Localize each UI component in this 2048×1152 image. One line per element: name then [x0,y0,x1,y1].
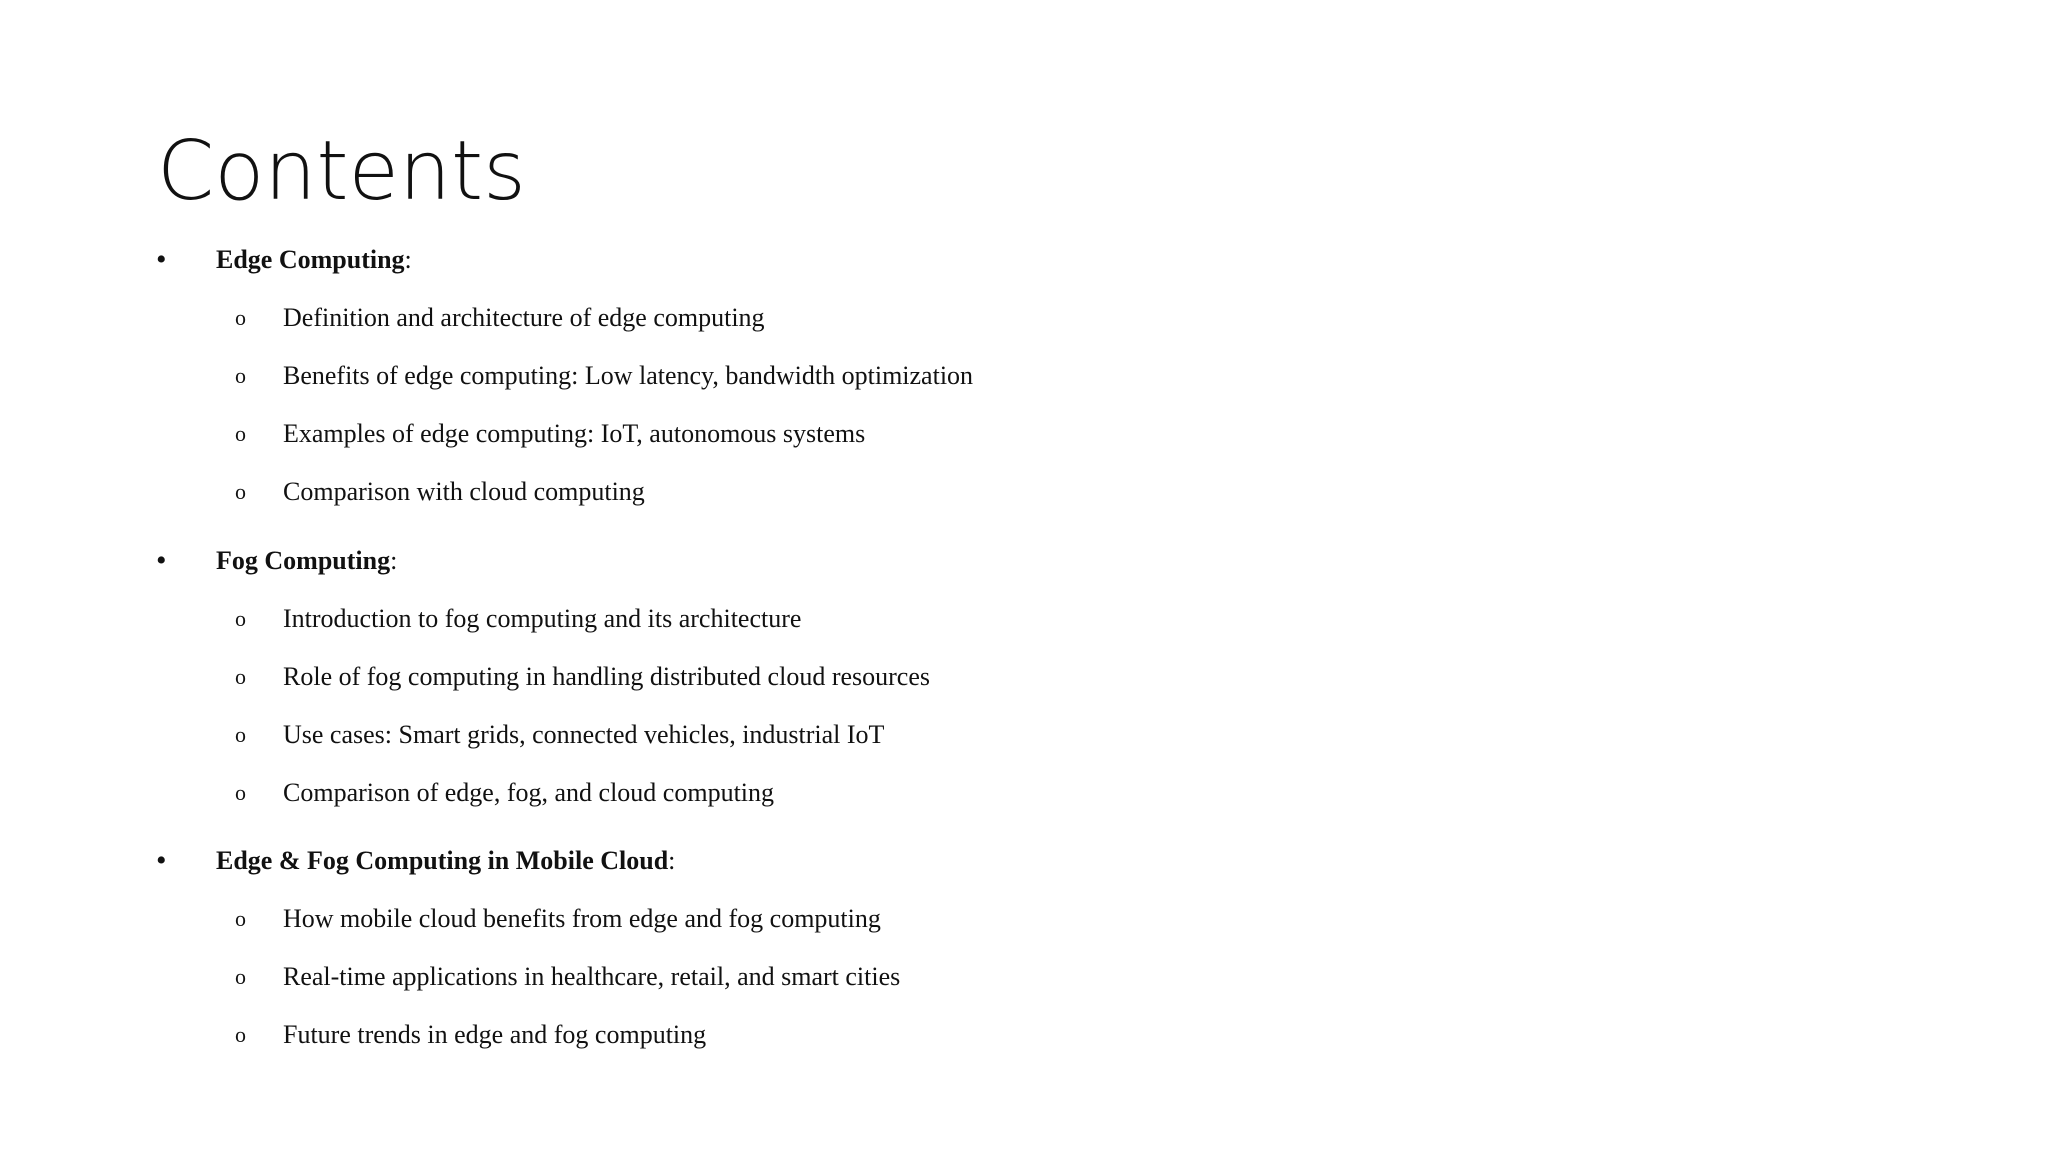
section-heading [216,541,397,581]
section-heading-suffix: : [404,245,412,274]
bullet-filled-icon: • [156,844,167,877]
section-heading [216,240,412,280]
bullet-hollow-icon: o [235,906,246,931]
list-item-text: Comparison of edge, fog, and cloud computing [283,778,775,807]
list-item-text: Introduction to fog computing and its architecture [283,604,802,633]
slide-title: Contents [157,124,526,219]
list-item-text: Use cases: Smart grids, connected vehicles, industrial IoT [283,720,885,749]
section-heading-label: Edge Computing [216,245,405,274]
bullet-hollow-icon: o [235,363,246,388]
list-item-text: Comparison with cloud computing [283,477,645,506]
section-heading-label: Fog Computing [216,546,391,575]
bullet-filled-icon: • [156,243,167,276]
bullet-hollow-icon: o [235,722,246,747]
section-heading [216,841,675,881]
bullet-hollow-icon: o [235,664,246,689]
list-item-text: How mobile cloud benefits from edge and fog computing [283,904,881,933]
list-item-text: Definition and architecture of edge computing [283,303,765,332]
bullet-hollow-icon: o [235,780,246,805]
section-heading-suffix: : [390,546,398,575]
bullet-hollow-icon: o [235,606,246,631]
bullet-hollow-icon: o [235,421,246,446]
list-item-text: Benefits of edge computing: Low latency, bandwidth optimization [283,361,974,390]
section-heading-suffix: : [668,846,676,875]
bullet-filled-icon: • [156,544,167,577]
section-heading-label: Edge & Fog Computing in Mobile Cloud [216,846,669,875]
bullet-hollow-icon: o [235,964,246,989]
list-item-text: Future trends in edge and fog computing [283,1020,707,1049]
list-item-text: Examples of edge computing: IoT, autonomous systems [283,419,866,448]
list-item-text: Role of fog computing in handling distributed cloud resources [283,662,930,691]
bullet-hollow-icon: o [235,1022,246,1047]
bullet-hollow-icon: o [235,305,246,330]
list-item-text: Real-time applications in healthcare, retail, and smart cities [283,962,901,991]
bullet-hollow-icon: o [235,479,246,504]
